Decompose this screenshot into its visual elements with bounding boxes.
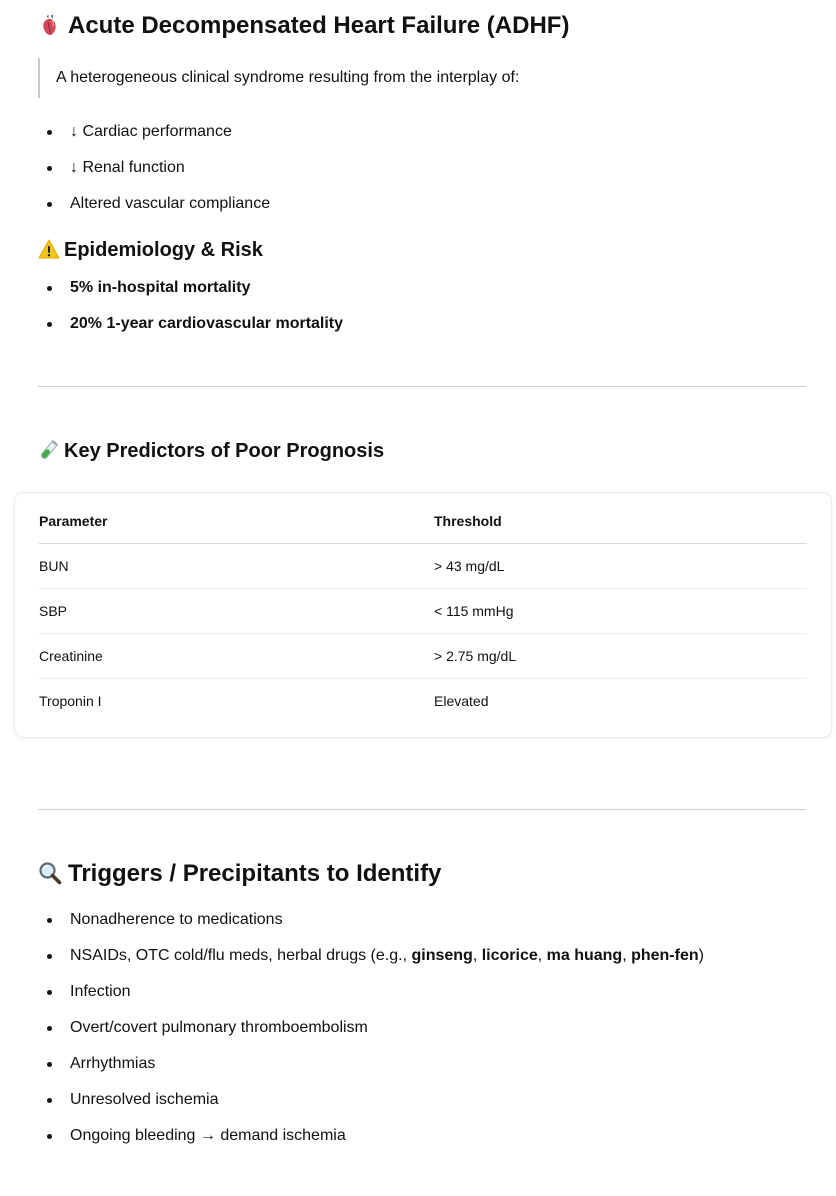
herb-ma-huang: ma huang <box>546 947 623 964</box>
magnifying-glass-icon <box>38 861 62 885</box>
list-item: Arrhythmias <box>38 1046 806 1082</box>
table-cell: < 115 mmHg <box>434 589 807 634</box>
test-tube-icon <box>38 439 60 461</box>
separator: , <box>472 947 482 964</box>
predictors-table <box>39 498 807 723</box>
list-item: 5% in-hospital mortality <box>38 270 806 306</box>
herb-licorice: licorice <box>481 947 538 964</box>
table-cell: > 43 mg/dL <box>434 544 807 589</box>
list-item: 20% 1-year cardiovascular mortality <box>38 306 806 342</box>
table-header-row <box>39 498 807 544</box>
table-row <box>39 544 807 589</box>
list-item: Overt/covert pulmonary thromboembolism <box>38 1010 806 1046</box>
intro-blockquote <box>38 58 796 98</box>
list-item: Ongoing bleeding → demand ischemia <box>38 1118 806 1154</box>
table-cell: Elevated <box>434 693 489 709</box>
epidemiology-list <box>38 270 806 342</box>
separator: , <box>622 947 632 964</box>
table-row <box>39 679 807 724</box>
section-heading-epidemiology <box>38 236 263 264</box>
triggers-list <box>38 902 806 1154</box>
page-title <box>38 10 569 42</box>
divider <box>38 809 806 810</box>
section-heading-text: Key Predictors of Poor Prognosis <box>64 440 385 462</box>
table-row <box>39 589 807 634</box>
divider <box>38 386 806 387</box>
section-heading-text: Epidemiology & Risk <box>64 239 263 261</box>
section-heading-predictors <box>38 437 384 465</box>
anatomical-heart-icon <box>38 13 62 37</box>
column-header-parameter: Parameter <box>39 498 434 544</box>
predictors-table-card <box>14 492 832 738</box>
section-heading-text: Triggers / Precipitants to Identify <box>68 860 442 887</box>
warning-icon <box>38 238 60 260</box>
table-cell: Troponin I <box>39 693 102 709</box>
page-title-text: Acute Decompensated Heart Failure (ADHF) <box>68 12 570 39</box>
table-cell: > 2.75 mg/dL <box>434 634 807 679</box>
intro-text: A heterogeneous clinical syndrome resulting from the interplay of: <box>56 69 520 86</box>
list-item <box>38 938 806 974</box>
table-cell: Creatinine <box>39 634 434 679</box>
list-item-text: NSAIDs, OTC cold/flu meds, herbal drugs (e.g., <box>70 947 412 964</box>
list-item-suffix: ) <box>698 947 704 964</box>
table-row <box>39 634 807 679</box>
table-cell: BUN <box>39 544 434 589</box>
list-item: Infection <box>38 974 806 1010</box>
table-cell: SBP <box>39 589 434 634</box>
herb-ginseng: ginseng <box>411 947 473 964</box>
separator: , <box>537 947 547 964</box>
section-heading-triggers <box>38 858 441 890</box>
list-item: Nonadherence to medications <box>38 902 806 938</box>
list-item: Unresolved ischemia <box>38 1082 806 1118</box>
herb-phen-fen: phen-fen <box>631 947 699 964</box>
list-item: Altered vascular compliance <box>38 186 806 222</box>
column-header-threshold: Threshold <box>434 498 807 544</box>
list-item: ↓ Renal function <box>38 150 806 186</box>
interplay-list <box>38 114 806 222</box>
list-item: ↓ Cardiac performance <box>38 114 806 150</box>
